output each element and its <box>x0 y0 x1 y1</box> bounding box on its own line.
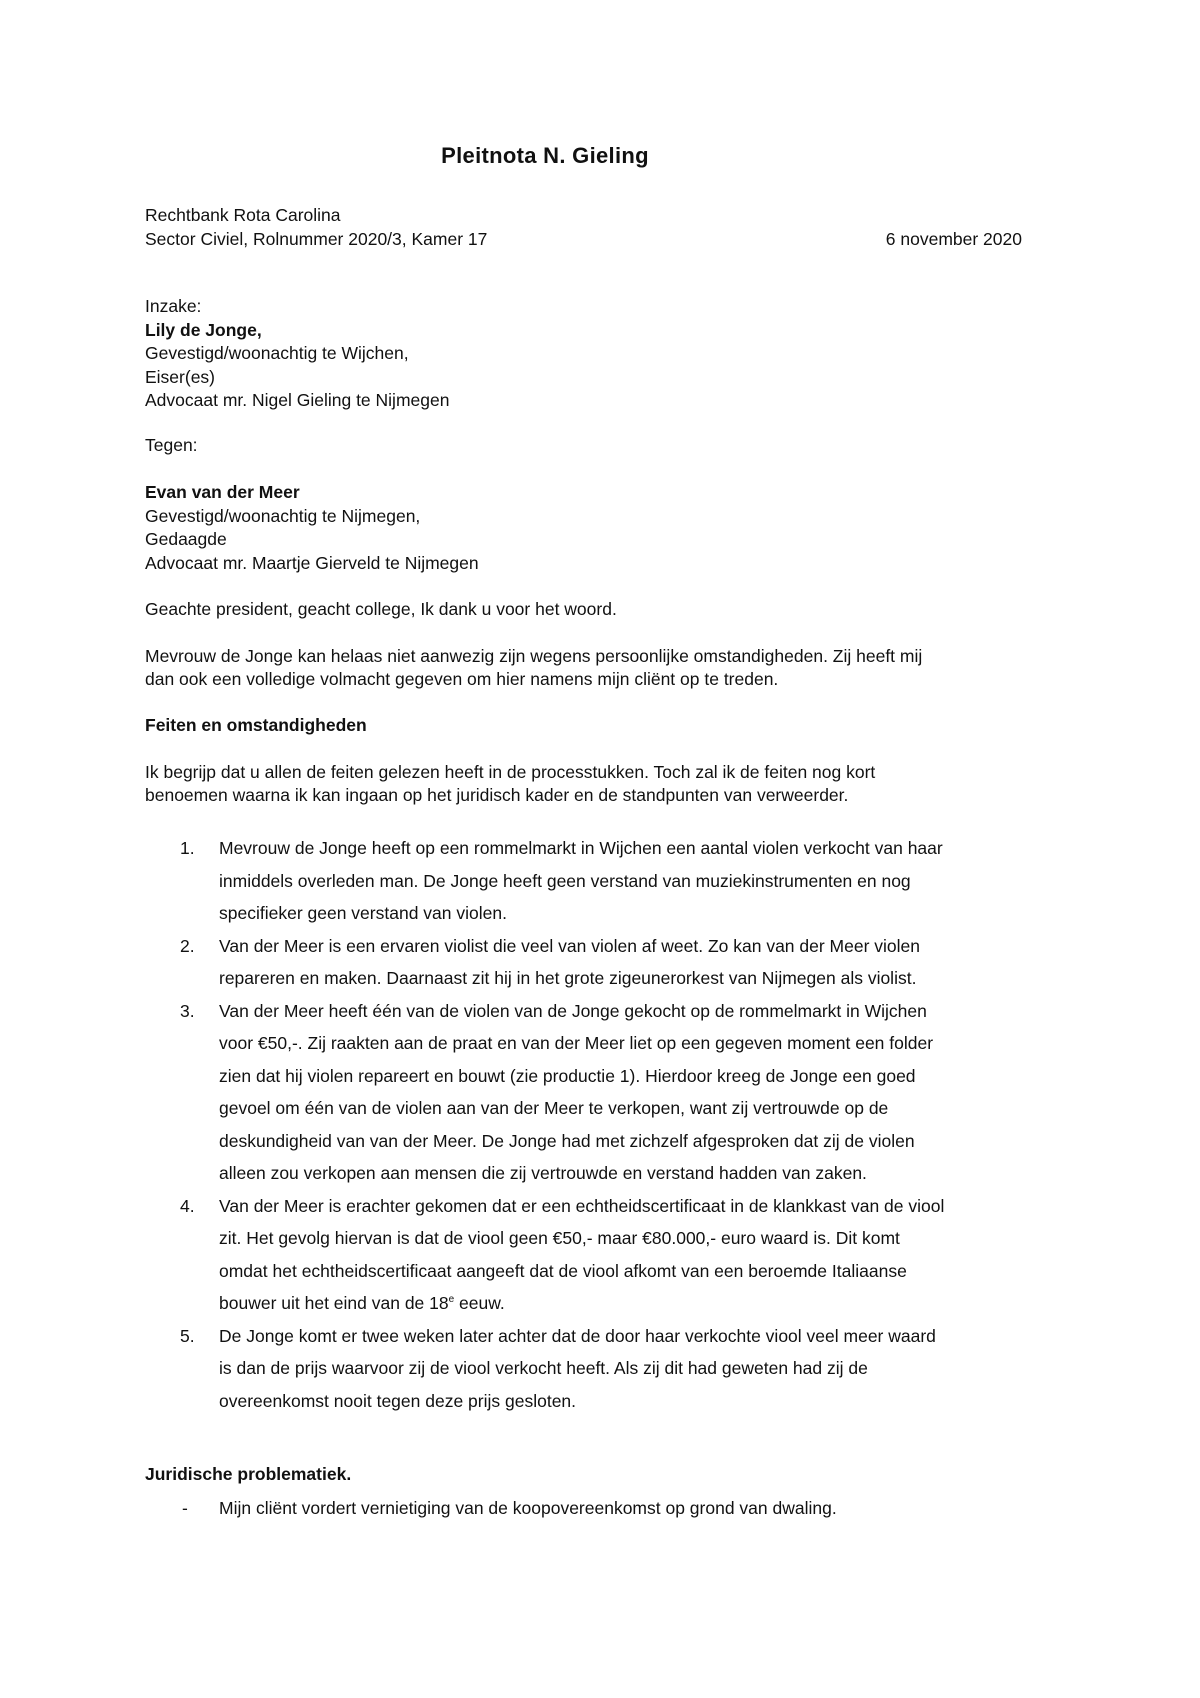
court-row <box>145 228 1022 252</box>
legal-points-list <box>145 1492 1065 1524</box>
list-item: 1. Mevrouw de Jonge heeft op een rommelmarkt in Wijchen een aantal violen verkocht van haar inmiddels overleden man. De Jonge heeft geen verstand van muziekinstrumenten en nog specifieker geen verstand van violen. <box>180 838 943 923</box>
court-sector: Sector Civiel, Rolnummer 2020/3, Kamer 17 <box>145 228 488 249</box>
defendant-lawyer: Advocaat mr. Maartje Gierveld te Nijmegen <box>145 552 479 573</box>
plaintiff-residence: Gevestigd/woonachtig te Wijchen, <box>145 343 409 363</box>
defendant-role: Gedaagde <box>145 529 227 549</box>
plaintiff-lawyer: Advocaat mr. Nigel Gieling te Nijmegen <box>145 390 450 410</box>
intro-paragraph: Mevrouw de Jonge kan helaas niet aanwezig zijn wegens persoonlijke omstandigheden. Zij heeft mij dan ook een volledige volmacht gegeven om hier namens mijn cliënt op te treden. <box>145 646 923 689</box>
facts-heading: Feiten en omstandigheden <box>145 715 367 735</box>
legal-heading: Juridische problematiek. <box>145 1464 352 1484</box>
list-item: 3. Van der Meer heeft één van de violen van de Jonge gekocht op de rommelmarkt in Wijchen voor €50,-. Zij raakten aan de praat en van der Meer liet op een gegeven moment een folder zien dat hij violen repareert en bouwt (zie productie 1). Hierdoor kreeg de Jonge een goed gevoel om één van de violen aan van der Meer te verkopen, want zij vertrouwde op de deskundigheid van van der Meer. De Jonge had met zichzelf afgesproken dat zij de violen alleen zou verkopen aan mensen die zij vertrouwde en verstand hadden van zaken. <box>180 1000 934 1183</box>
plaintiff-block <box>145 295 1065 413</box>
facts-intro-paragraph: Ik begrijp dat u allen de feiten gelezen heeft in de processtukken. Toch zal ik de feiten nog kort benoemen waarna ik kan ingaan op het juridisch kader en de standpunten van verweerder. <box>145 762 876 805</box>
court-name: Rechtbank Rota Carolina <box>145 205 341 225</box>
list-item: 4. Van der Meer is erachter gekomen dat er een echtheidscertificaat in de klankkast van de viool zit. Het gevolg hiervan is dat de viool geen €50,- maar €80.000,- euro waard is. Dit komt omdat het echtheidscertificaat aangeeft dat de viool afkomt van een beroemde Italiaanse bouwer uit het eind van de 18e eeuw. <box>180 1195 945 1313</box>
page-title: Pleitnota N. Gieling <box>441 143 649 168</box>
plaintiff-name: Lily de Jonge, <box>145 319 262 340</box>
defendant-name: Evan van der Meer <box>145 482 300 502</box>
list-item: 2. Van der Meer is een ervaren violist die veel van violen af weet. Zo kan van der Meer violen repareren en maken. Daarnaast zit hij in het grote zigeunerorkest van Nijmegen als violist. <box>180 935 921 988</box>
facts-list <box>145 832 1065 1417</box>
defendant-residence: Gevestigd/woonachtig te Nijmegen, <box>145 505 421 526</box>
court-block <box>145 204 1065 251</box>
document-date: 6 november 2020 <box>885 228 1022 249</box>
list-item: - Mijn cliënt vordert vernietiging van de koopovereenkomst op grond van dwaling. <box>182 1498 837 1518</box>
plaintiff-role: Eiser(es) <box>145 366 216 387</box>
plaintiff-label: Inzake: <box>145 296 202 316</box>
defendant-label-block <box>145 434 1065 458</box>
list-item: 5. De Jonge komt er twee weken later achter dat de door haar verkochte viool veel meer waard is dan de prijs waarvoor zij de viool verkocht heeft. Als zij dit had geweten had zij de overeenkomst nooit tegen deze prijs gesloten. <box>180 1325 936 1411</box>
defendant-block <box>145 481 1065 575</box>
greeting: Geachte president, geacht college, Ik dank u voor het woord. <box>145 599 617 619</box>
defendant-label: Tegen: <box>145 435 198 455</box>
